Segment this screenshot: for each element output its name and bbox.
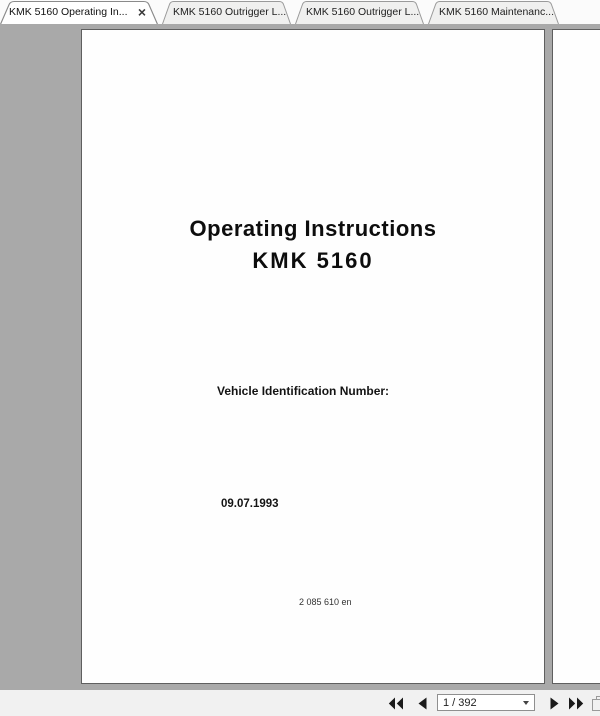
left-triangle-icon [417, 697, 428, 710]
page-number-combobox[interactable] [437, 694, 535, 711]
combo-dropdown-icon[interactable] [523, 701, 529, 705]
pdf-page-2-edge [552, 29, 600, 684]
tab-close-icon[interactable]: × [137, 4, 146, 20]
tab-maintenance[interactable] [428, 1, 559, 24]
pdf-page-1 [81, 29, 545, 684]
document-area[interactable] [0, 24, 600, 690]
vin-label: Vehicle Identification Number: [217, 384, 390, 398]
tab-outrigger-load-2[interactable] [295, 1, 424, 24]
doc-title-line1: Operating Instructions [189, 216, 437, 241]
doc-title [82, 216, 544, 274]
facing-pages-outline-icon [591, 695, 600, 711]
first-page-button[interactable] [385, 690, 407, 716]
tab-label: KMK 5160 Outrigger L... [173, 6, 287, 18]
doc-date: 09.07.1993 [221, 498, 279, 510]
tab-operating-instructions[interactable] [0, 1, 158, 24]
tab-label: KMK 5160 Operating In... [9, 6, 128, 18]
last-page-button[interactable] [565, 690, 587, 716]
right-triangle-icon [549, 697, 560, 710]
next-page-button[interactable] [543, 690, 565, 716]
double-right-triangle-icon [568, 697, 584, 710]
page-indicator: 1 / 392 [443, 696, 477, 709]
double-left-triangle-icon [388, 697, 404, 710]
tab-label: KMK 5160 Outrigger L... [306, 6, 420, 18]
tab-outrigger-load-1[interactable] [162, 1, 291, 24]
doc-number: 2 085 610 en [299, 597, 352, 607]
doc-title-line2: KMK 5160 [252, 248, 374, 273]
facing-pages-icon[interactable] [591, 695, 600, 711]
tab-label: KMK 5160 Maintenanc... [439, 6, 554, 18]
previous-page-button[interactable] [411, 690, 433, 716]
tab-bar [0, 0, 600, 24]
status-bar [0, 690, 600, 716]
